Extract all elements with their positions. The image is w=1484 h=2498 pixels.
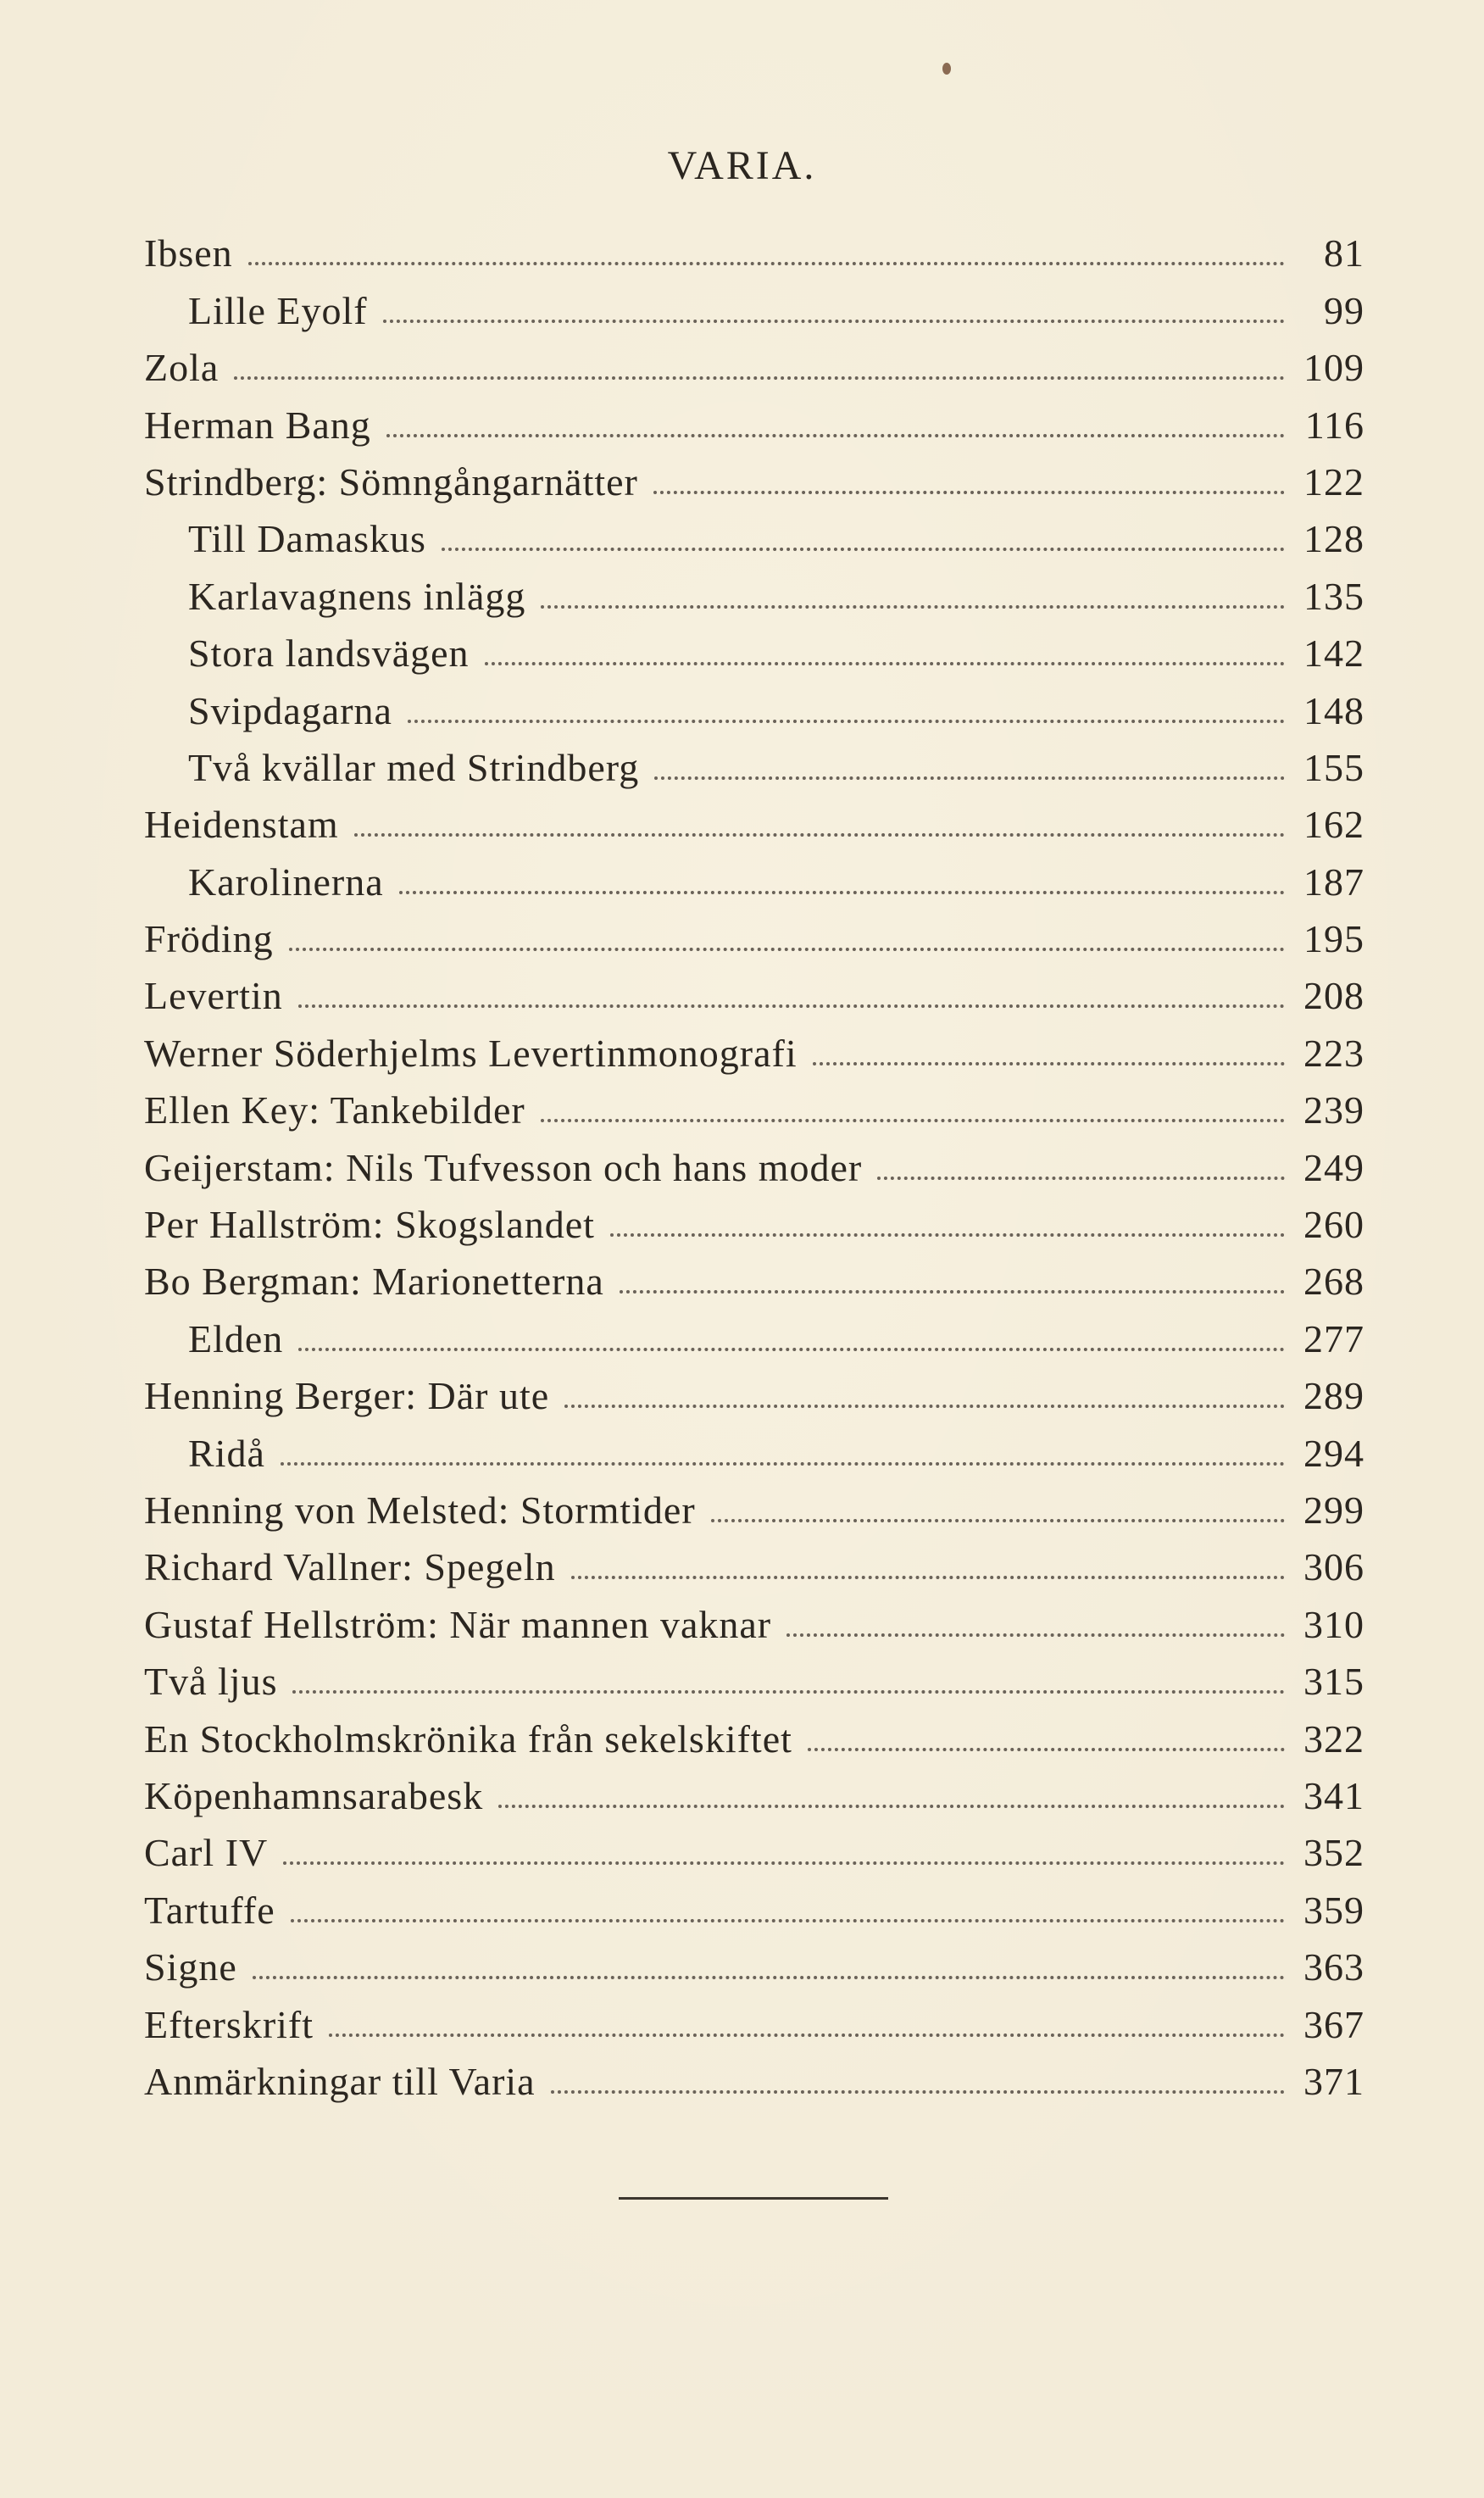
page-number: 277 xyxy=(1303,1316,1365,1360)
toc-entry xyxy=(144,616,1365,676)
dot-leader xyxy=(281,1462,1285,1466)
entry-title: Ridå xyxy=(188,1431,265,1475)
entry-title: Stora landsvägen xyxy=(188,631,470,676)
page-number: 155 xyxy=(1303,745,1365,789)
dot-leader xyxy=(571,1576,1285,1579)
page-number: 306 xyxy=(1303,1545,1365,1589)
page-number: 109 xyxy=(1303,346,1365,390)
page-number: 260 xyxy=(1303,1203,1365,1247)
dot-leader xyxy=(253,1976,1285,1979)
page-number: 81 xyxy=(1324,231,1365,275)
dot-leader xyxy=(654,776,1285,780)
dot-leader xyxy=(408,720,1285,723)
toc-entry xyxy=(144,1473,1365,1530)
toc-entry xyxy=(144,902,1365,959)
dot-leader xyxy=(786,1633,1285,1637)
toc-entry xyxy=(144,673,1365,730)
page-number: 310 xyxy=(1303,1602,1365,1646)
dot-leader xyxy=(329,2033,1285,2037)
page-number: 223 xyxy=(1303,1031,1365,1075)
toc-entry xyxy=(144,1930,1365,1987)
dot-leader xyxy=(813,1062,1285,1065)
entry-title: Svipdagarna xyxy=(188,688,392,732)
dot-leader xyxy=(442,548,1285,551)
toc-entry xyxy=(144,1416,1365,1475)
page-number: 135 xyxy=(1303,574,1365,618)
dot-leader xyxy=(298,1348,1285,1351)
page-number: 359 xyxy=(1303,1888,1365,1932)
entry-title: Henning Berger: Där ute xyxy=(144,1374,550,1418)
toc-entry xyxy=(144,1530,1365,1587)
entry-title: Karolinerna xyxy=(188,860,384,904)
page-number: 249 xyxy=(1303,1145,1365,1189)
entry-title: Henning von Melsted: Stormtider xyxy=(144,1488,696,1532)
toc-entry xyxy=(144,1872,1365,1932)
toc-entry xyxy=(144,1244,1365,1304)
toc-entry xyxy=(144,502,1365,559)
toc-entry xyxy=(144,387,1365,447)
dot-leader xyxy=(564,1405,1285,1408)
toc-entry xyxy=(144,1644,1365,1704)
page-number: 289 xyxy=(1303,1374,1365,1418)
entry-title: Till Damaskus xyxy=(188,517,426,561)
page-number: 371 xyxy=(1303,2059,1365,2103)
entry-title: Gustaf Hellström: När mannen vaknar xyxy=(144,1602,772,1646)
entry-title: Tartuffe xyxy=(144,1888,275,1932)
entry-title: Två ljus xyxy=(144,1660,278,1704)
toc-entry xyxy=(144,559,1365,618)
toc-entry xyxy=(144,1587,1365,1644)
entry-title: Heidenstam xyxy=(144,803,339,847)
toc-entry xyxy=(144,1816,1365,1875)
toc-entry xyxy=(144,731,1365,787)
dot-leader xyxy=(620,1290,1285,1294)
toc-entry xyxy=(144,445,1365,502)
dot-leader xyxy=(291,1919,1285,1922)
dot-leader xyxy=(289,948,1285,951)
page-number: 322 xyxy=(1303,1716,1365,1761)
page-number: 363 xyxy=(1303,1945,1365,1989)
toc-entry xyxy=(144,959,1365,1018)
page-number: 187 xyxy=(1303,860,1365,904)
page-number: 268 xyxy=(1303,1260,1365,1304)
dot-leader xyxy=(551,2090,1285,2094)
toc-entry xyxy=(144,273,1365,330)
entry-title: Elden xyxy=(188,1316,284,1360)
entry-title: Köpenhamnsarabesk xyxy=(144,1773,484,1817)
page-number: 208 xyxy=(1303,974,1365,1018)
entry-title: Richard Vallner: Spegeln xyxy=(144,1545,556,1589)
entry-title: Fröding xyxy=(144,917,274,961)
entry-title: Zola xyxy=(144,346,220,390)
page-number: 352 xyxy=(1303,1831,1365,1875)
dot-leader xyxy=(383,320,1285,323)
end-rule xyxy=(619,2197,888,2200)
dot-leader xyxy=(485,662,1285,665)
section-title: VARIA. xyxy=(667,143,817,188)
page-number: 128 xyxy=(1303,517,1365,561)
page-number: 367 xyxy=(1303,2002,1365,2046)
entry-title: Två kvällar med Strindberg xyxy=(188,745,640,789)
dot-leader xyxy=(541,605,1285,609)
page-number: 315 xyxy=(1303,1660,1365,1704)
toc-entry xyxy=(144,844,1365,904)
entry-title: Ibsen xyxy=(144,231,233,275)
toc-entry xyxy=(144,2045,1365,2101)
entry-title: En Stockholmskrönika från sekelskiftet xyxy=(144,1716,792,1761)
toc-entry xyxy=(144,216,1365,273)
entry-title: Efterskrift xyxy=(144,2002,314,2046)
dot-leader xyxy=(653,491,1285,494)
entry-title: Levertin xyxy=(144,974,283,1018)
entry-title: Signe xyxy=(144,1945,237,1989)
dot-leader xyxy=(399,891,1285,894)
toc-entry xyxy=(144,1759,1365,1816)
page-number: 162 xyxy=(1303,803,1365,847)
entry-title: Geijerstam: Nils Tufvesson och hans moder xyxy=(144,1145,863,1189)
page-number: 148 xyxy=(1303,688,1365,732)
page-number: 142 xyxy=(1303,631,1365,676)
table-of-contents xyxy=(144,216,1365,2101)
entry-title: Ellen Key: Tankebilder xyxy=(144,1088,525,1132)
page-number: 294 xyxy=(1303,1431,1365,1475)
page-number: 99 xyxy=(1324,288,1365,332)
dot-leader xyxy=(298,1004,1285,1008)
dot-leader xyxy=(354,833,1285,837)
dot-leader xyxy=(610,1233,1285,1237)
page-number: 239 xyxy=(1303,1088,1365,1132)
toc-entry xyxy=(144,331,1365,390)
dot-leader xyxy=(498,1805,1285,1808)
toc-entry xyxy=(144,1130,1365,1187)
toc-entry xyxy=(144,1359,1365,1416)
entry-title: Werner Söderhjelms Levertinmonografi xyxy=(144,1031,798,1075)
dot-leader xyxy=(248,262,1285,265)
dot-leader xyxy=(234,376,1285,380)
dot-leader xyxy=(292,1690,1285,1694)
toc-entry xyxy=(144,1073,1365,1130)
ink-speck xyxy=(942,63,951,75)
entry-title: Strindberg: Sömngångarnätter xyxy=(144,459,638,503)
entry-title: Karlavagnens inlägg xyxy=(188,574,526,618)
dot-leader xyxy=(283,1861,1285,1865)
entry-title: Lille Eyolf xyxy=(188,288,368,332)
page-number: 299 xyxy=(1303,1488,1365,1532)
page-number: 341 xyxy=(1303,1773,1365,1817)
page-number: 122 xyxy=(1303,459,1365,503)
dot-leader xyxy=(711,1519,1285,1522)
toc-entry xyxy=(144,1987,1365,2044)
entry-title: Anmärkningar till Varia xyxy=(144,2059,536,2103)
toc-entry xyxy=(144,1301,1365,1358)
entry-title: Bo Bergman: Marionetterna xyxy=(144,1260,604,1304)
toc-entry xyxy=(144,1188,1365,1247)
page-number: 195 xyxy=(1303,917,1365,961)
dot-leader xyxy=(808,1748,1285,1751)
toc-entry xyxy=(144,787,1365,847)
toc-entry xyxy=(144,1701,1365,1761)
toc-entry xyxy=(144,1015,1365,1075)
dot-leader xyxy=(541,1119,1285,1122)
page-number: 116 xyxy=(1304,403,1365,447)
entry-title: Per Hallström: Skogslandet xyxy=(144,1203,595,1247)
entry-title: Carl IV xyxy=(144,1831,269,1875)
dot-leader xyxy=(877,1177,1285,1180)
entry-title: Herman Bang xyxy=(144,403,371,447)
dot-leader xyxy=(386,434,1285,437)
